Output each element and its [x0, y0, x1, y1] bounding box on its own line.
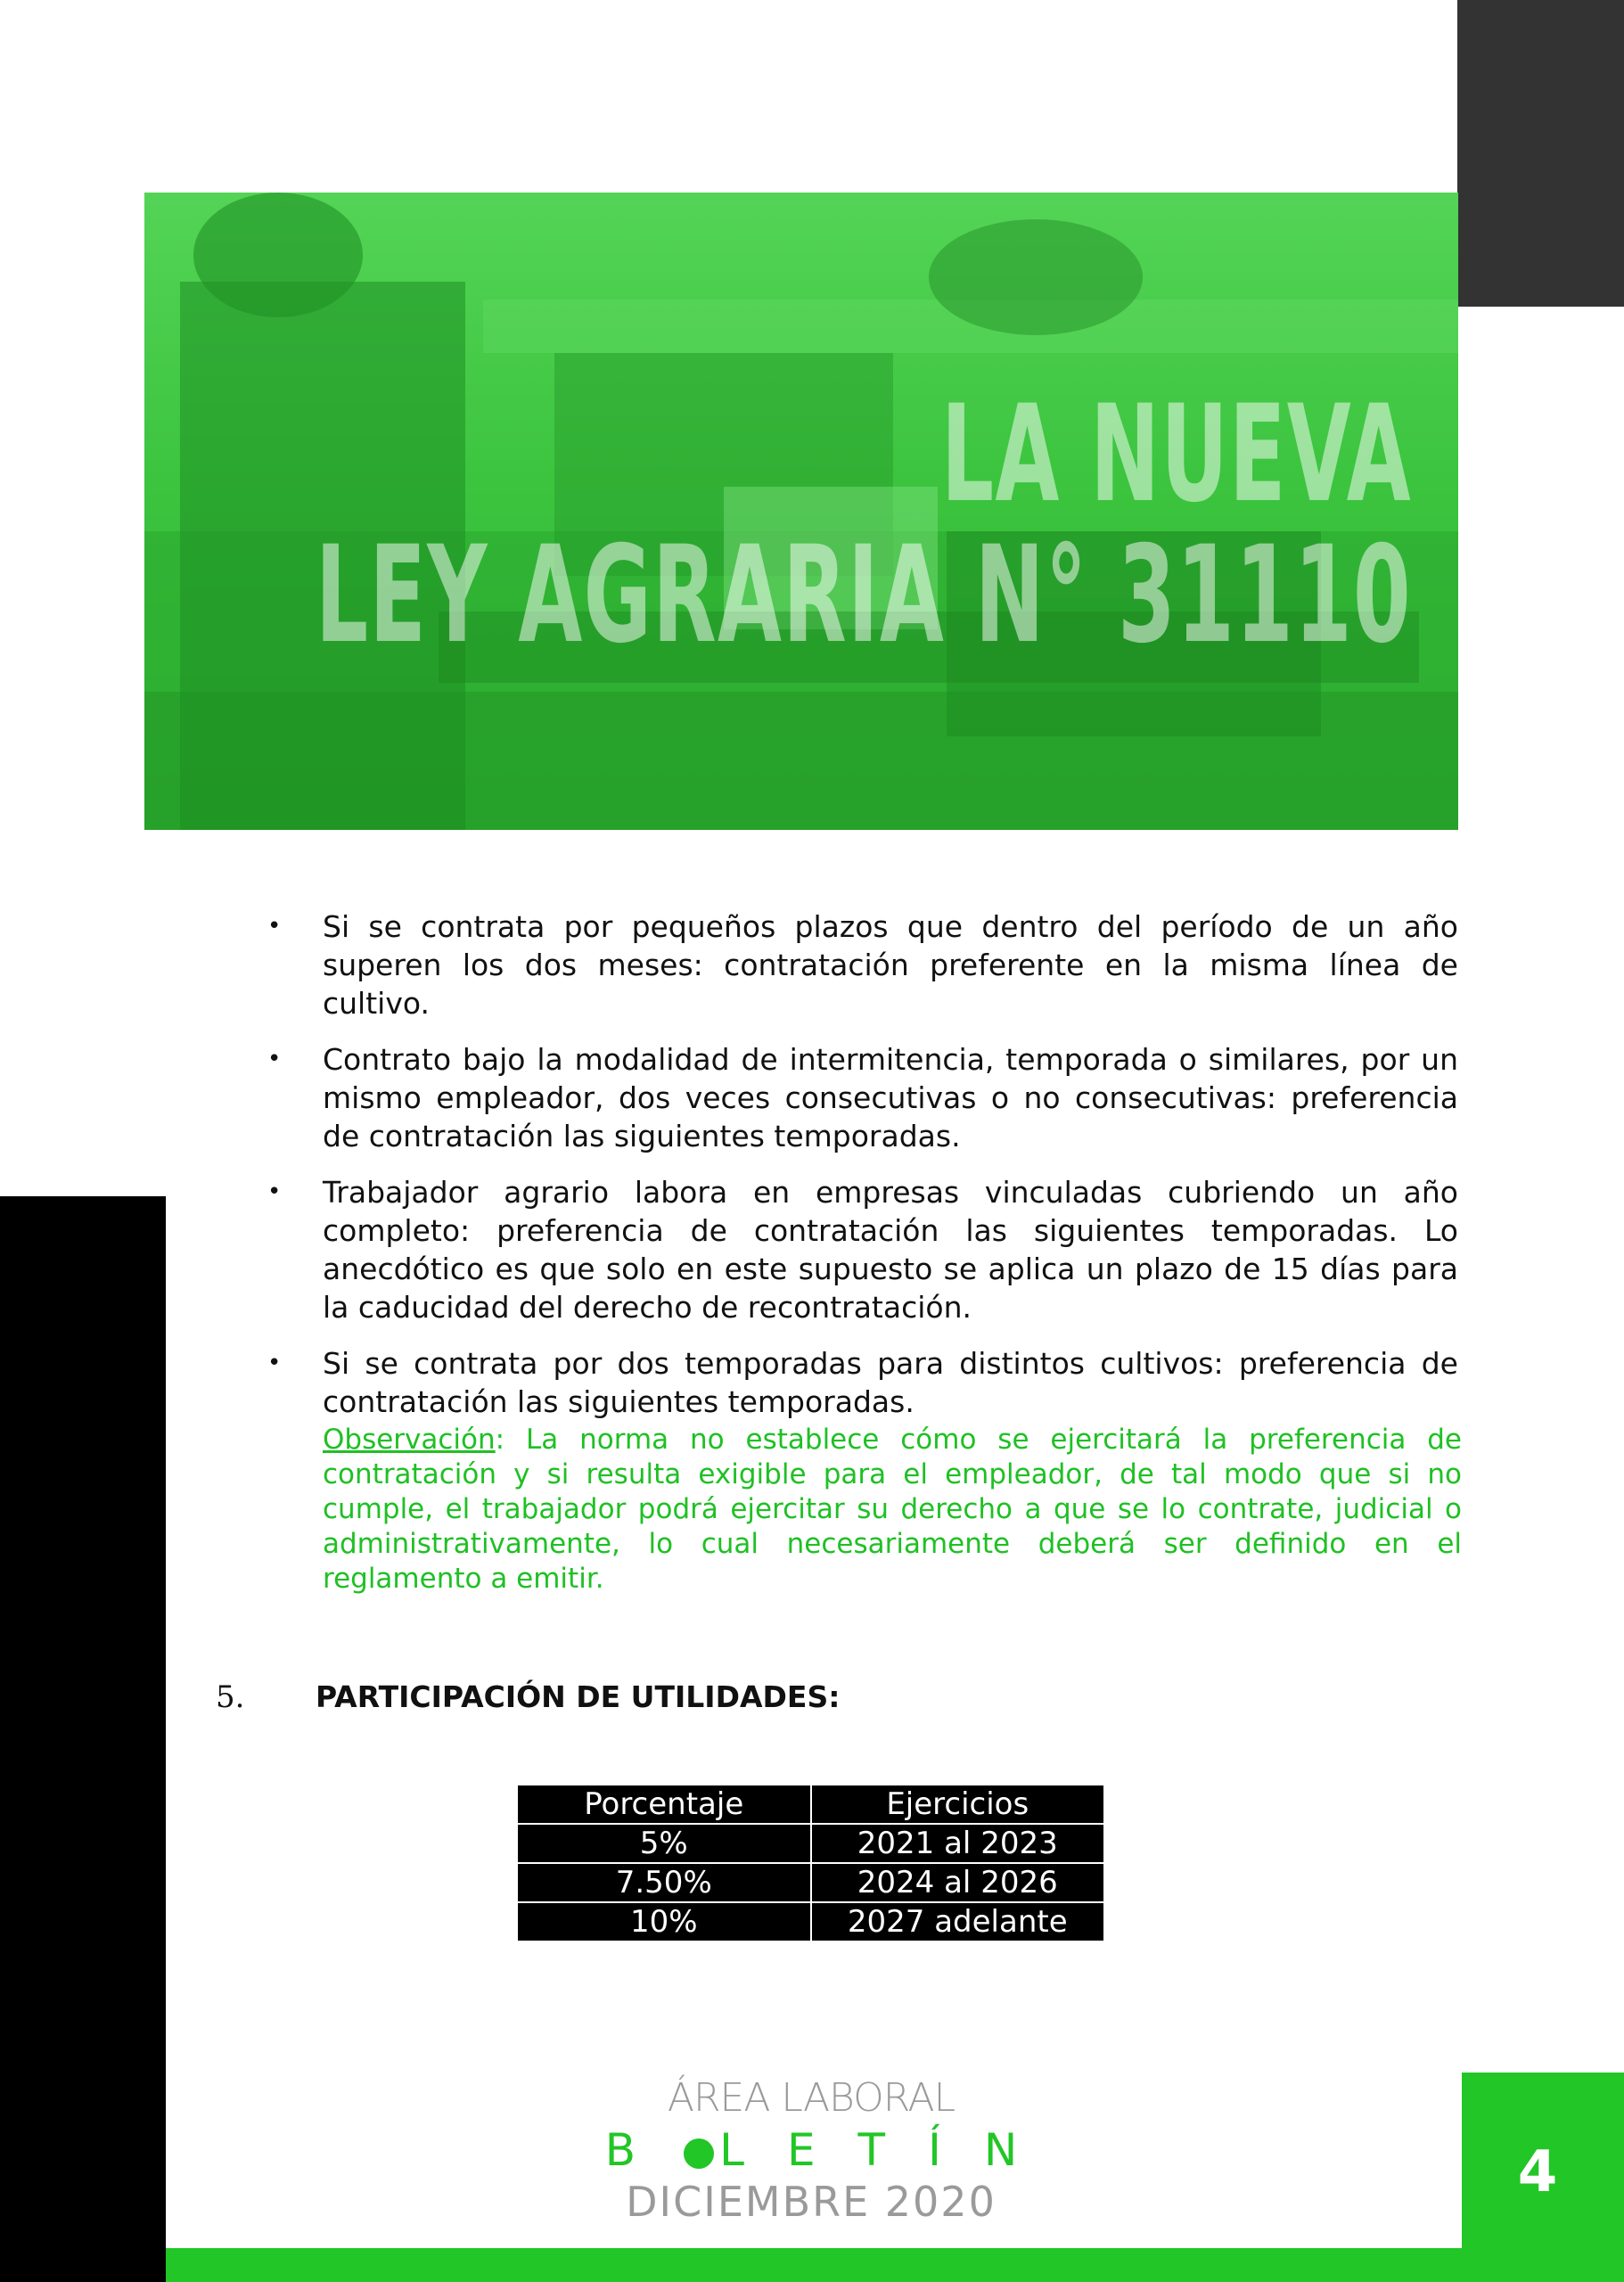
page-number: 4	[1517, 2139, 1558, 2205]
bullet-text: Contrato bajo la modalidad de intermitencia, temporada o similares, por un mismo empleador, dos veces consecutivas o no consecutivas: preferencia de contratación las siguientes temporadas.	[323, 1042, 1458, 1153]
boletin-letter: Í	[928, 2124, 984, 2176]
table-row	[517, 1824, 1104, 1863]
column-header-porcentaje: Porcentaje	[517, 1785, 811, 1824]
bullet-item	[267, 1173, 1458, 1326]
bullet-dot-icon: •	[267, 1350, 282, 1376]
table-cell-years: 2024 al 2026	[811, 1863, 1105, 1902]
section-title: PARTICIPACIÓN DE UTILIDADES:	[316, 1679, 841, 1714]
footer-date: DICIEMBRE 2020	[626, 2178, 997, 2226]
observation-label: Observación	[323, 1424, 496, 1456]
observation-note	[323, 1423, 1462, 1597]
hero-banner	[144, 193, 1458, 830]
bullet-dot-icon: •	[267, 913, 282, 940]
green-dot-icon	[684, 2138, 714, 2169]
table-cell-years: 2027 adelante	[811, 1902, 1105, 1941]
utilities-table	[516, 1784, 1105, 1942]
observation-text: : La norma no establece cómo se ejercitará la preferencia de contratación y si resulta exigible para el empleador, de tal modo que si no cumple, el trabajador podrá ejercitar su derecho a que se lo contrate, judicial o administrativamente, lo cual necesariamente deberá ser definido en el reglamento a emitir.	[323, 1424, 1462, 1595]
table-row	[517, 1902, 1104, 1941]
table-header-row	[517, 1785, 1104, 1824]
bottom-green-strip	[166, 2248, 1624, 2282]
boletin-letter: L	[719, 2124, 787, 2176]
hero-title-line-1: LA NUEVA	[940, 377, 1412, 532]
table-cell-percentage: 10%	[517, 1902, 811, 1941]
bullet-item	[267, 1040, 1458, 1155]
bullet-item	[267, 1344, 1458, 1421]
table-cell-percentage: 5%	[517, 1824, 811, 1863]
boletin-letter: T	[857, 2124, 929, 2176]
table-cell-percentage: 7.50%	[517, 1863, 811, 1902]
footer-boletin-wordmark	[535, 2124, 1087, 2176]
bullet-dot-icon: •	[267, 1178, 282, 1205]
footer-area-label: ÁREA LABORAL	[667, 2075, 956, 2121]
bullet-text: Si se contrata por dos temporadas para distintos cultivos: preferencia de contratación las siguientes temporadas.	[323, 1346, 1458, 1419]
bullet-text: Trabajador agrario labora en empresas vinculadas cubriendo un año completo: preferencia de contratación las siguientes temporadas. Lo anecdótico es que solo en este supuesto se aplica un plazo de 15 días para la caducidad del derecho de recontratación.	[323, 1175, 1458, 1325]
bullet-text: Si se contrata por pequeños plazos que dentro del período de un año superen los dos meses: contratación preferente en la misma línea de cultivo.	[323, 909, 1458, 1021]
table-cell-years: 2021 al 2023	[811, 1824, 1105, 1863]
section-number: 5.	[216, 1679, 245, 1715]
footer-branding	[535, 2075, 1087, 2226]
boletin-letter: E	[786, 2124, 858, 2176]
bullet-dot-icon: •	[267, 1046, 282, 1072]
hero-title	[315, 377, 1412, 673]
table-row	[517, 1863, 1104, 1902]
column-header-ejercicios: Ejercicios	[811, 1785, 1105, 1824]
boletin-letter: B	[604, 2124, 679, 2176]
bullet-list	[267, 907, 1458, 1439]
boletin-letter: N	[983, 2124, 1061, 2176]
bullet-item	[267, 907, 1458, 1022]
corner-decoration-block	[1457, 0, 1624, 307]
hero-title-line-2: LEY AGRARIA N° 31110	[315, 518, 1412, 673]
left-decoration-bar	[0, 1196, 166, 2282]
